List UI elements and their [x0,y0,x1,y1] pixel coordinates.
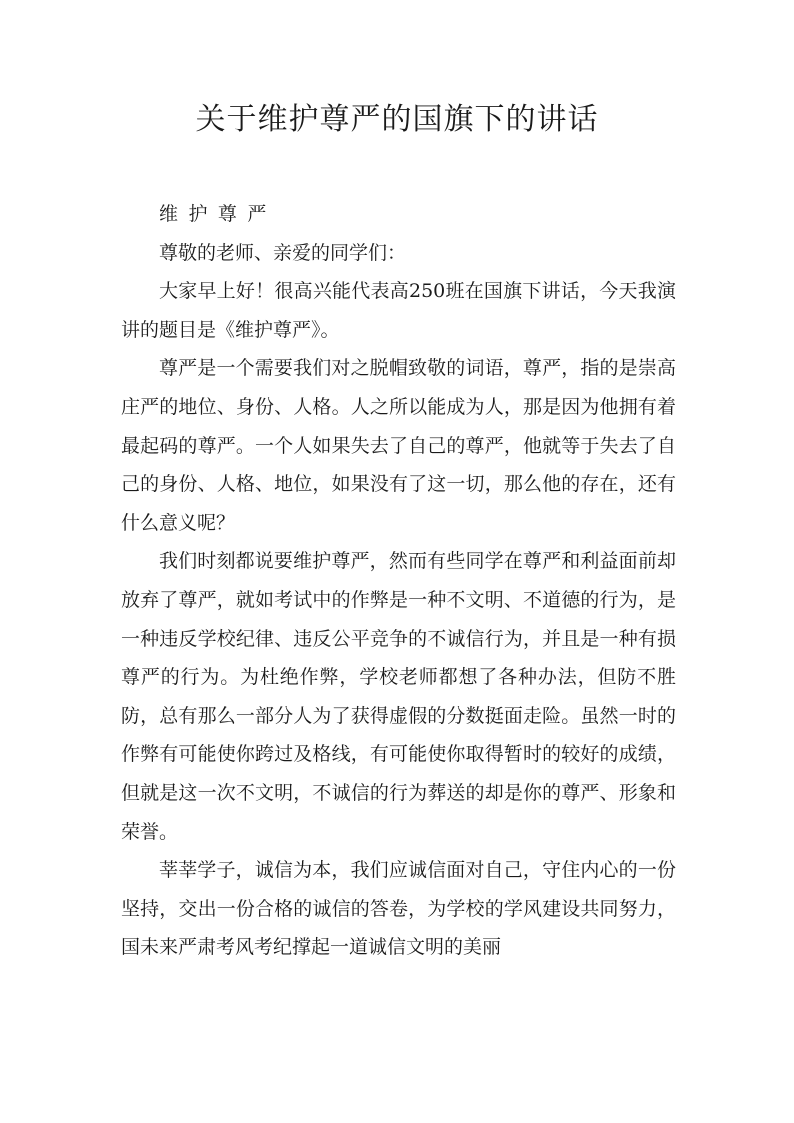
document-body [121,195,676,967]
paragraph: 尊严是一个需要我们对之脱帽致敬的词语，尊严，指的是崇高庄严的地位、身份、人格。人之所以能成为人，那是因为他拥有着最起码的尊严。一个人如果失去了自己的尊严，他就等于失去了自己的身份、人格、地位，如果没有了这一切，那么他的存在，还有什么意义呢？ [121,357,676,534]
greeting: 尊敬的老师、亲爱的同学们： [159,241,407,264]
paragraph: 莘莘学子，诚信为本，我们应诚信面对自己，守住内心的一份坚持，交出一份合格的诚信的答卷，为学校的学风建设共同努力，国未来严肃考风考纪撑起一道诚信文明的美丽 [121,859,676,959]
subheading: 维护尊严 [159,203,277,225]
paragraph: 大家早上好！很高兴能代表高250班在国旗下讲话，今天我演讲的题目是《维护尊严》。 [121,280,676,341]
document-title: 关于维护尊严的国旗下的讲话 [195,102,599,137]
paragraph: 我们时刻都说要维护尊严，然而有些同学在尊严和利益面前却放弃了尊严，就如考试中的作弊是一种不文明、不道德的行为，是一种违反学校纪律、违反公平竞争的不诚信行为，并且是一种有损尊严的行为。为杜绝作弊，学校老师都想了各种办法，但防不胜防，总有那么一部分人为了获得虚假的分数挺面走险。虽然一时的作弊有可能使你跨过及格线，有可能使你取得暂时的较好的成绩，但就是这一次不文明，不诚信的行为葬送的却是你的尊严、形象和荣誉。 [121,550,676,843]
